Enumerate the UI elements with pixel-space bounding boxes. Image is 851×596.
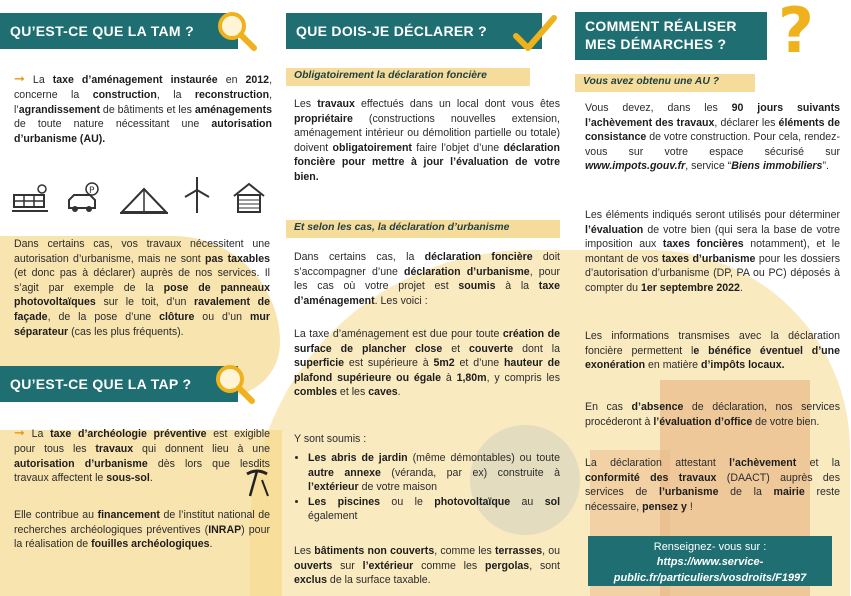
arrow-right-icon: ➞ [14, 425, 25, 440]
magnifier-icon [212, 361, 258, 407]
mandatory-paragraph: Les travaux effectués dans un local dont vous êtes propriétaire (constructions nouvelles extension, aménagement intérieur ou démolition partielle ou totale) doivent obligatoirement faire l’objet d’une déclaration foncière pour mettre à jour l’évaluation de votre bien. [294, 98, 561, 184]
tam-intro-paragraph: ➞ La taxe d’aménagement instaurée en 2012, concerne la construction, la reconstruction, l’agrandissement de bâtiments et les aménagements de toute nature nécessitant une autorisation d’urbanisme (AU). [14, 71, 273, 145]
declare-title: QUE DOIS-JE DÉCLARER ? [296, 23, 487, 39]
tax-due-paragraph: La taxe d’aménagement est due pour toute création de surface de plancher close et couverte dont la superficie est supérieure à 5m2 et d’une hauteur de plafond supérieure ou égale à 1,80m, y compris les combles et les caves. [294, 328, 561, 399]
urbanism-paragraph: Dans certains cas, la déclaration foncière doit s’accompagner d’une déclaration d’urbanisme, pour les cas où votre projet est soumis à la taxe d’aménagement. Les voici : [294, 251, 561, 307]
excluded-paragraph: Les bâtiments non couverts, comme les terrasses, ou ouverts sur l’extérieur comme les pergolas, sont exclus de la surface taxable. [294, 545, 561, 587]
absence-paragraph: En cas d’absence de déclaration, nos services procéderont à l’évaluation d’office de votre bien. [585, 401, 840, 428]
urbanism-subheading: Et selon les cas, la déclaration d’urbanisme [286, 220, 560, 238]
tam-title-banner [0, 13, 238, 49]
evaluation-paragraph: Les éléments indiqués seront utilisés pour déterminer l’évaluation de votre bien (qui sera la base de votre imposition aux taxes foncières notamment), et le montant de vos taxes d’urbanisme pour les dossiers d’autorisation d’urbanisme (DP, PA ou PC) déposés à compter du 1er septembre 2022. [585, 209, 840, 295]
steps-title-line1: COMMENT RÉALISER [585, 18, 737, 34]
magnifier-icon [214, 8, 260, 54]
steps-title-line2: MES DÉMARCHES ? [585, 35, 727, 52]
house-icon [232, 182, 266, 214]
checkmark-icon [512, 14, 558, 54]
daact-paragraph: La déclaration attestant l’achèvement et la conformité des travaux (DAACT) auprès des services de l’urbanisme de la mairie reste nécessaire, pensez y ! [585, 457, 841, 513]
tent-icon [120, 186, 168, 214]
tap-title-banner [0, 366, 238, 402]
tam-title: QU’EST-CE QUE LA TAM ? [10, 23, 194, 39]
tap-intro-paragraph: ➞ La taxe d’archéologie préventive est exigible pour tous les travaux qui donnent lieu à une autorisation d’urbanisme dès lors que lesdits travaux affectent le sous-sol. [14, 425, 271, 485]
list-item: • Les piscines ou le photovoltaïque au sol également [308, 495, 560, 524]
steps-title-banner [575, 12, 767, 60]
au-subheading: Vous avez obtenu une AU ? [575, 74, 755, 92]
footer-label: Renseignez- vous sur : [653, 541, 767, 553]
tam-cases-paragraph: Dans certains cas, vos travaux nécessitent une autorisation d’urbanisme, mais ne sont pas taxables (et donc pas à déclarer) auprès de nos services. Il s’agit par exemple de la pose de panneaux photovoltaïques sur le toit, d’un ravalement de façade, de la pose d’une clôture ou d’un mur séparateur (cas les plus fréquents). [14, 238, 270, 338]
exemption-paragraph: Les informations transmises avec la déclaration foncière permettent le bénéfice éventuel d’une exonération en matière d’impôts locaux. [585, 330, 840, 372]
subject-label: Y sont soumis : [294, 433, 367, 445]
car-parking-icon [66, 182, 104, 214]
declare-title-banner [286, 13, 542, 49]
wind-turbine-icon [182, 176, 212, 214]
mandatory-subheading: Obligatoirement la déclaration foncière [286, 68, 530, 86]
arrow-right-icon: ➞ [14, 71, 25, 86]
au-paragraph: Vous devez, dans les 90 jours suivants l’achèvement des travaux, déclarer les éléments de consistance de votre construction. Pour cela, rendez-vous sur votre espace sécurisé sur www.impots.gouv.fr, service “Biens immobiliers”. [585, 102, 840, 173]
tap-funding-paragraph: Elle contribue au financement de l’institut national de recherches archéologiques préventives (INRAP) pour la réalisation de fouilles archéologiques. [14, 509, 271, 551]
info-footer-box [588, 536, 832, 586]
service-public-link[interactable]: https://www.service- public.fr/particuliers/vosdroits/F1997 [613, 556, 807, 584]
pickaxe-shovel-icon [244, 468, 270, 498]
tap-title: QU’EST-CE QUE LA TAP ? [10, 376, 192, 392]
solar-panel-icon [12, 183, 50, 213]
question-mark-icon: ? [778, 0, 814, 67]
list-item: • Les abris de jardin (même démontables) ou toute autre annexe (véranda, par ex) construite à l’extérieur de votre maison [308, 451, 560, 495]
subject-list [294, 451, 560, 524]
svg-text:P: P [89, 186, 95, 196]
